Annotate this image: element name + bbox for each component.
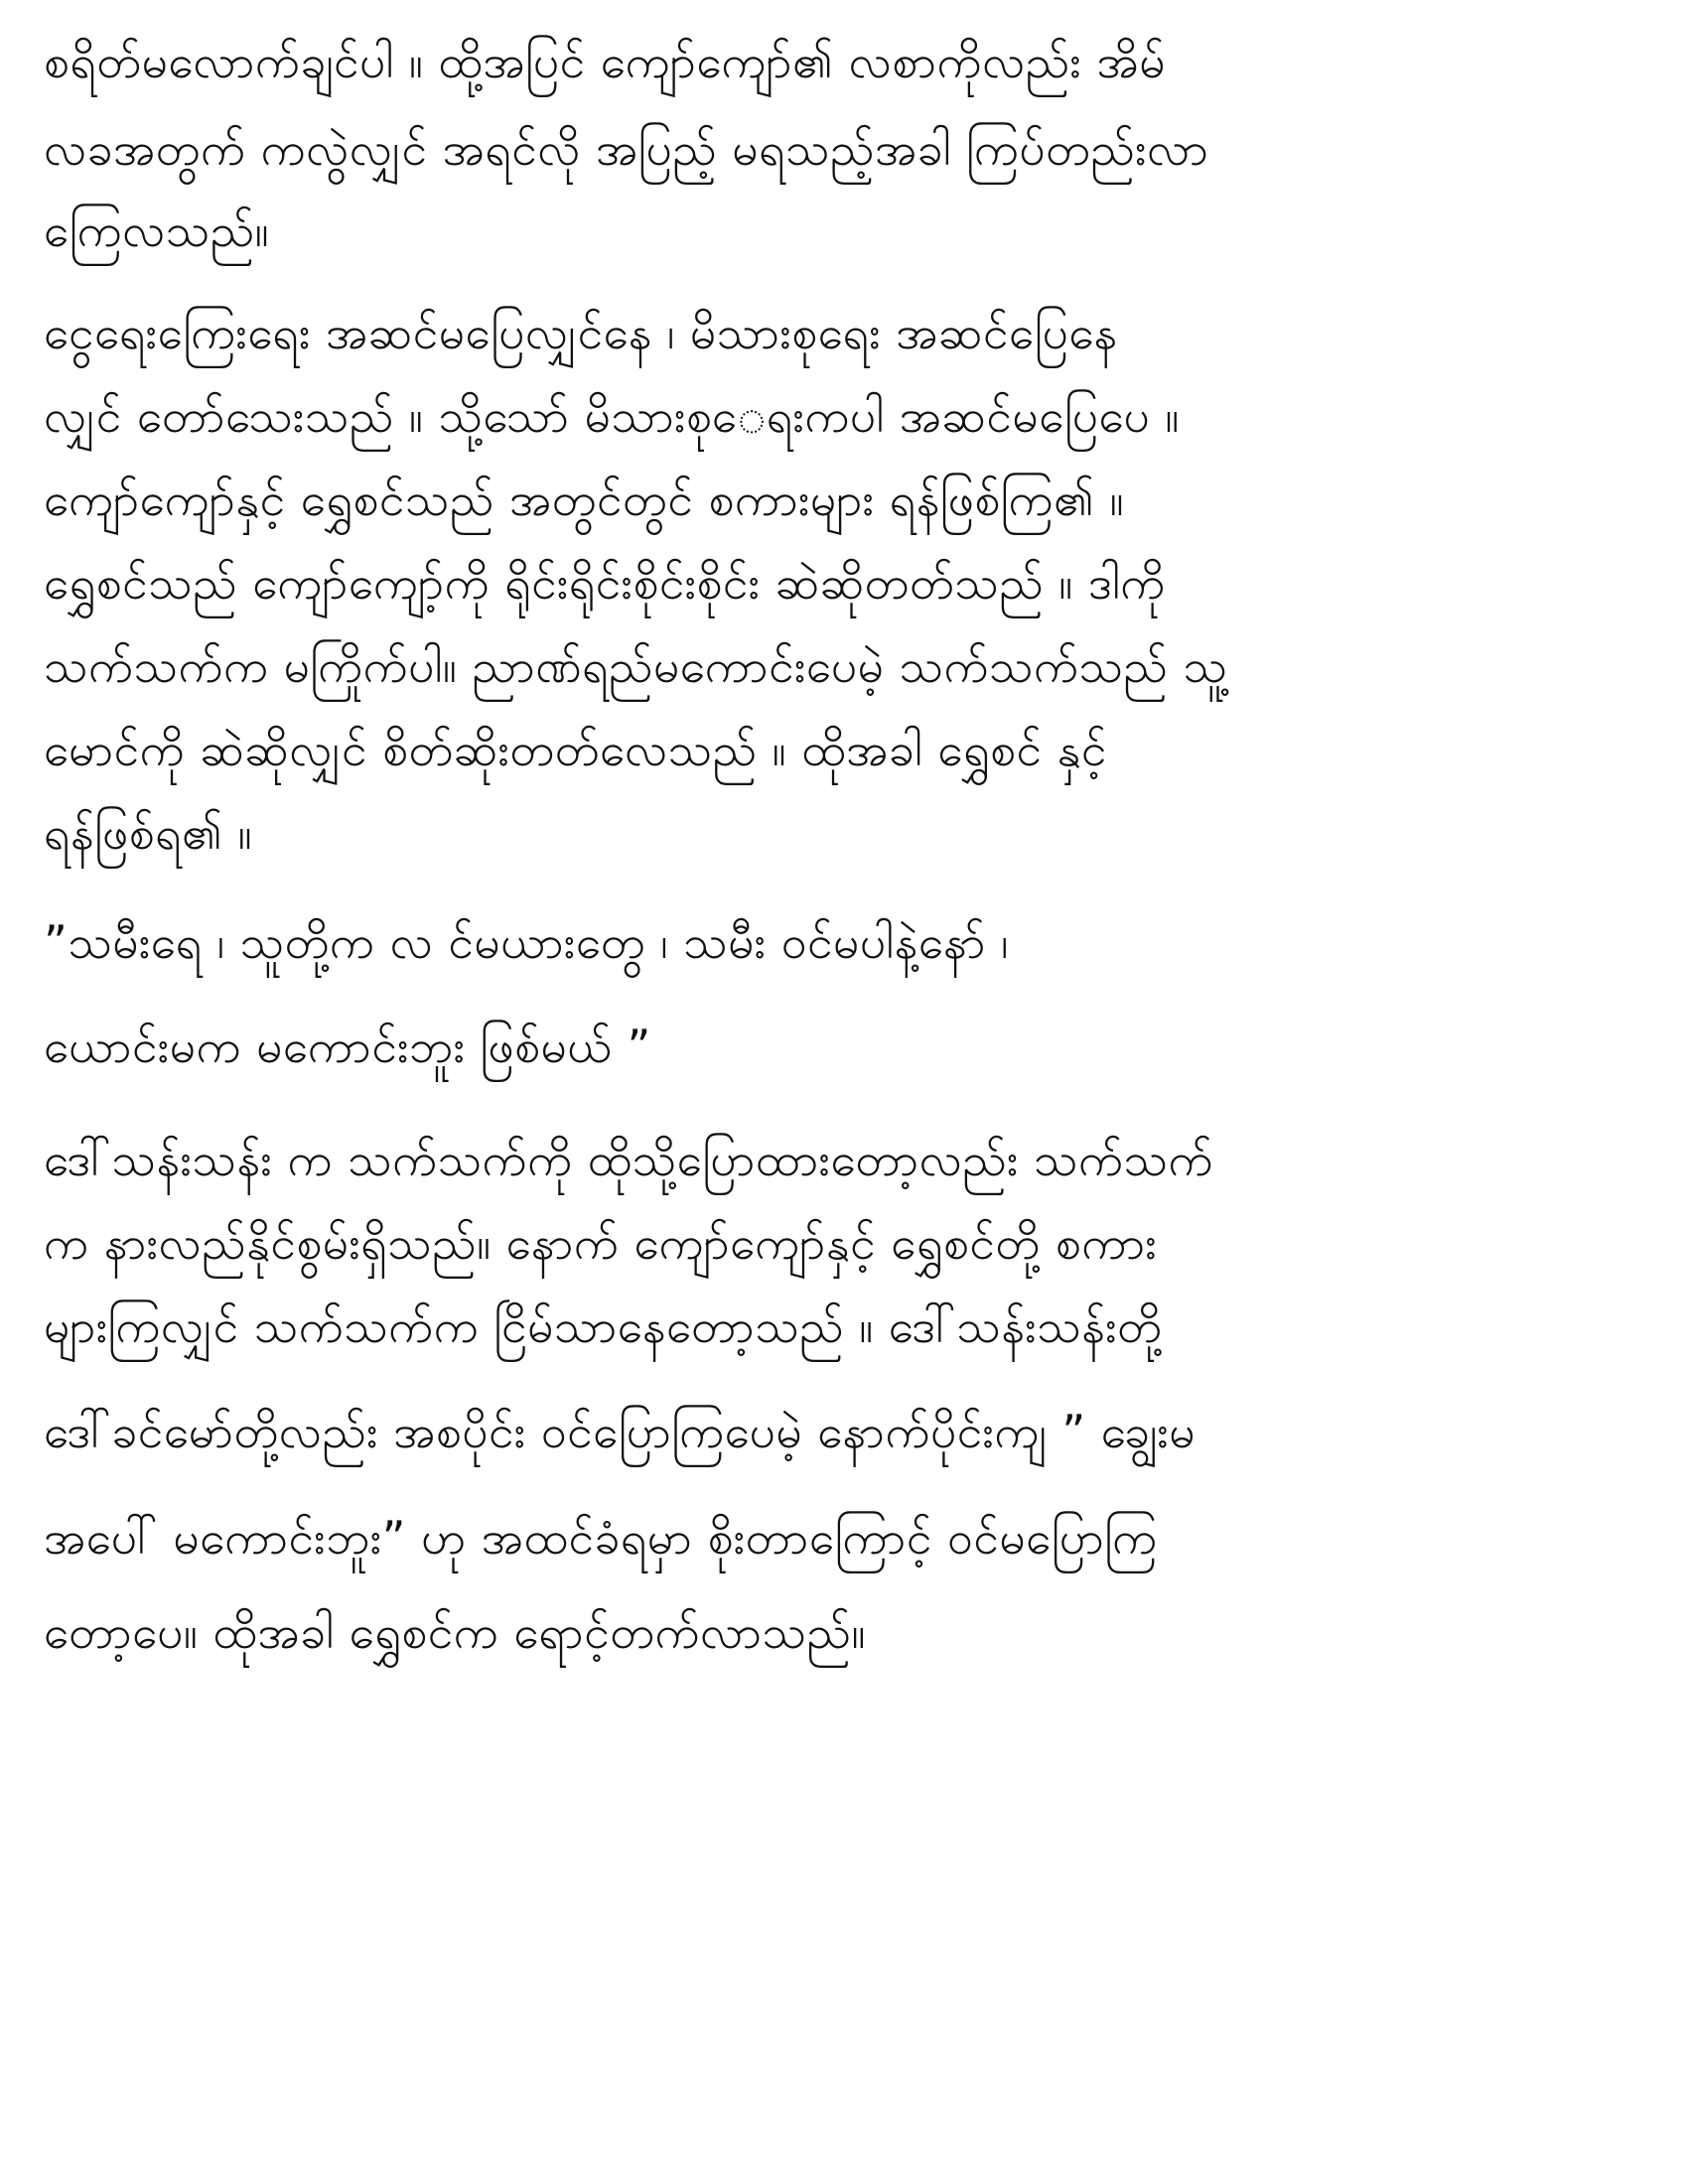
paragraph-4-line-3: တော့ပေ။ ထိုအခါ ရွှေစင်က ရောင့်တက်လာသည်။ <box>44 1605 866 1659</box>
paragraph-2-line-7: ရန်ဖြစ်ရ၏ ။ <box>44 806 253 860</box>
paragraph-3-line-3: များကြလျှင် သက်သက်က ငြိမ်သာနေတော့သည် ။ ဒေါ်သန်းသန်းတို့ <box>44 1299 1163 1353</box>
paragraph-1-line-3: ကြေလသည်။ <box>44 204 270 257</box>
paragraph-3-line-2: က နားလည်နိုင်စွမ်းရှိသည်။ နောက် ကျော်ကျော်နှင့် ရွှေစင်တို့ စကား <box>44 1216 1158 1270</box>
paragraph-1-line-2: လခအတွက် ကလွဲလျှင် အရင်လို အပြည့် မရသည့်အခါ ကြပ်တည်းလာ <box>44 122 1209 176</box>
paragraph-4-line-1: ဒေါ်ခင်မော်တို့လည်း အစပိုင်း ဝင်ပြောကြပေမဲ့ နောက်ပိုင်းကျ ” ချွေးမ <box>44 1405 1196 1458</box>
paragraph-2-line-2: လျှင် တော်သေးသည် ။ သို့သော် မိသားစုေရးကပါ အဆင်မပြေပေ ။ <box>44 389 1180 443</box>
paragraph-2-line-1: ငွေရေးကြေးရေး အဆင်မပြေလျှင်နေ ၊ မိသားစုရေး အဆင်ပြေနေ <box>44 306 1118 359</box>
paragraph-2-line-3: ကျော်ကျော်နှင့် ရွှေစင်သည် အတွင်တွင် စကားများ ရန်ဖြစ်ကြ၏ ။ <box>44 473 1125 526</box>
dialogue-line-2: ယောင်းမက မကောင်းဘူး ဖြစ်မယ် ” <box>44 1020 651 1073</box>
paragraph-3-line-1: ဒေါ်သန်းသန်း က သက်သက်ကို ထိုသို့ပြောထားတော့လည်း သက်သက် <box>44 1133 1214 1186</box>
paragraph-4-line-2: အပေါ် မကောင်းဘူး” ဟု အထင်ခံရမှာ စိုးတာကြောင့် ဝင်မပြောကြ <box>44 1511 1158 1565</box>
dialogue-line-1: ”သမီးရေ ၊ သူတို့က လ င်မယားတွေ ၊ သမီး ဝင်မပါနဲ့နော် ၊ <box>44 915 1009 969</box>
paragraph-2-line-4: ရွှေစင်သည် ကျော်ကျော့်ကို ရိုင်းရိုင်းစိုင်းစိုင်း ဆဲဆိုတတ်သည် ။ ဒါကို <box>44 556 1166 610</box>
paragraph-2-line-5: သက်သက်က မကြိုက်ပါ။ ညာဏ်ရည်မကောင်းပေမဲ့ သက်သက်သည် သူ့ <box>44 639 1228 693</box>
paragraph-2-line-6: မောင်ကို ဆဲဆိုလျှင် စိတ်ဆိုးတတ်လေသည် ။ ထိုအခါ ရွှေစင် နှင့် <box>44 723 1107 776</box>
paragraph-1-line-1: စရိတ်မလောက်ချင်ပါ ။ ထို့အပြင် ကျော်ကျော်၏ လစာကိုလည်း အိမ် <box>44 35 1166 88</box>
